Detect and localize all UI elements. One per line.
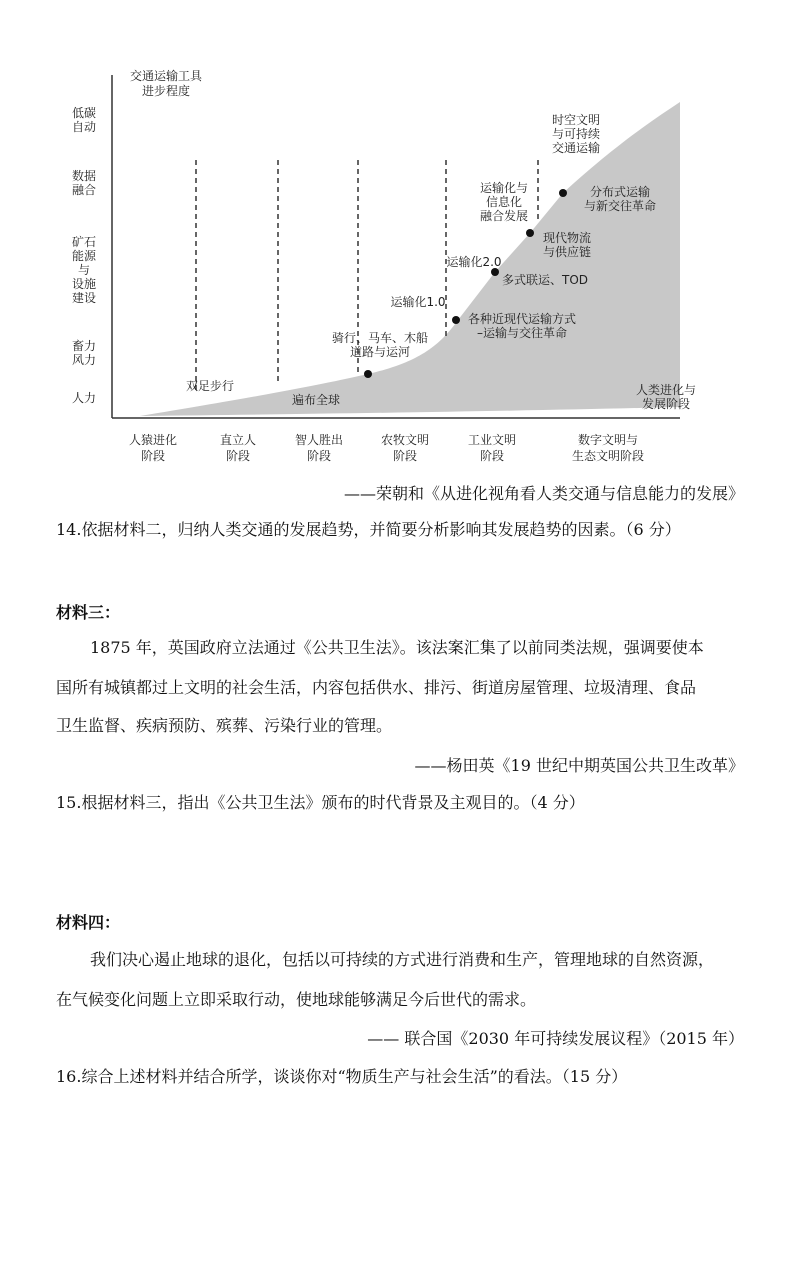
stage-label: 阶段 — [140, 449, 166, 463]
question-15: 15.根据材料三，指出《公共卫生法》颁布的时代背景及主观目的。（4 分） — [56, 793, 585, 812]
y-level-label: 设施 — [71, 277, 97, 291]
annotation-spacetime: 时空文明 — [551, 113, 601, 127]
material-3-title: 材料三： — [56, 603, 121, 622]
annotation-distributed: 与新交往革命 — [583, 199, 657, 213]
material-3-paragraph: 1875 年，英国政府立法通过《公共卫生法》。该法案汇集了以前同类法规，强调要使本 — [90, 638, 704, 657]
y-level-label: 建设 — [71, 291, 97, 305]
stage-label: 数字文明与 — [577, 433, 639, 447]
annotation-animal-transport: 道路与运河 — [349, 345, 411, 359]
source-citation-1: ——荣朝和《从进化视角看人类交通与信息能力的发展》 — [343, 484, 744, 503]
annotation-info-fusion: 信息化 — [485, 195, 523, 209]
annotation-spacetime: 与可持续 — [551, 127, 601, 141]
y-level-label: 融合 — [71, 183, 97, 197]
material-4-paragraph: 在气候变化问题上立即采取行动，使地球能够满足今后世代的需求。 — [56, 990, 537, 1009]
annotation-global: 遍布全球 — [291, 393, 341, 407]
annotation-modern-transport: 各种近现代运输方式 — [467, 312, 577, 326]
stage-label: 智人胜出 — [294, 433, 344, 447]
y-level-label: 数据 — [71, 169, 97, 183]
milestone-dot — [452, 316, 460, 324]
annotation-distributed: 分布式运输 — [589, 185, 651, 199]
stage-label: 阶段 — [392, 449, 418, 463]
annotation-human-evolution: 发展阶段 — [641, 397, 691, 411]
annotation-spacetime: 交通运输 — [551, 141, 601, 155]
source-citation-3: —— 联合国《2030 年可持续发展议程》（2015 年） — [367, 1029, 744, 1048]
stage-label: 直立人 — [219, 433, 257, 447]
y-level-label: 风力 — [71, 353, 97, 367]
y-axis-title: 交通运输工具 — [129, 69, 203, 83]
y-level-label: 矿石 — [71, 235, 97, 249]
y-axis-title: 进步程度 — [141, 84, 191, 98]
annotation-info-fusion: 融合发展 — [479, 209, 529, 223]
annotation-info-fusion: 运输化与 — [479, 181, 529, 195]
source-citation-2: ——杨田英《19 世纪中期英国公共卫生改革》 — [414, 756, 744, 775]
stage-label: 工业文明 — [467, 433, 517, 447]
question-14: 14.依据材料二，归纳人类交通的发展趋势，并简要分析影响其发展趋势的因素。（6 分） — [56, 520, 681, 539]
annotation-logistics: 与供应链 — [542, 245, 592, 259]
material-3-paragraph: 卫生监督、疾病预防、殡葬、污染行业的管理。 — [56, 716, 393, 735]
y-level-label: 与 — [77, 263, 91, 277]
milestone-dot — [491, 268, 499, 276]
stage-label: 农牧文明 — [380, 433, 430, 447]
stage-label: 人猿进化 — [128, 433, 178, 447]
y-level-label: 自动 — [71, 120, 97, 134]
annotation-logistics: 现代物流 — [542, 231, 592, 245]
milestone-dot — [526, 229, 534, 237]
milestone-dot — [364, 370, 372, 378]
material-3-paragraph: 国所有城镇都过上文明的社会生活，内容包括供水、排污、街道房屋管理、垃圾清理、食品 — [56, 678, 697, 697]
annotation-multimodal: 多式联运、TOD — [501, 273, 589, 287]
question-16: 16.综合上述材料并结合所学，谈谈你对“物质生产与社会生活”的看法。（15 分） — [56, 1067, 628, 1086]
stage-label: 生态文明阶段 — [571, 449, 645, 463]
transport-evolution-diagram — [0, 0, 800, 480]
annotation-transport-2: 运输化2.0 — [446, 255, 502, 269]
material-4-paragraph: 我们决心遏止地球的退化，包括以可持续的方式进行消费和生产，管理地球的自然资源， — [90, 950, 715, 969]
stage-label: 阶段 — [479, 449, 505, 463]
stage-label: 阶段 — [225, 449, 251, 463]
milestone-dot — [559, 189, 567, 197]
y-level-label: 能源 — [71, 249, 97, 263]
material-4-title: 材料四： — [56, 913, 121, 932]
annotation-animal-transport: 骑行、马车、木船 — [331, 331, 429, 345]
stage-label: 阶段 — [306, 449, 332, 463]
annotation-bipedal: 双足步行 — [185, 379, 235, 393]
annotation-modern-transport: –运输与交往革命 — [476, 326, 568, 340]
y-level-label: 畜力 — [71, 339, 97, 353]
y-level-label: 低碳 — [71, 106, 97, 120]
y-level-label: 人力 — [71, 391, 97, 405]
annotation-human-evolution: 人类进化与 — [635, 383, 697, 397]
annotation-transport-1: 运输化1.0 — [390, 295, 446, 309]
